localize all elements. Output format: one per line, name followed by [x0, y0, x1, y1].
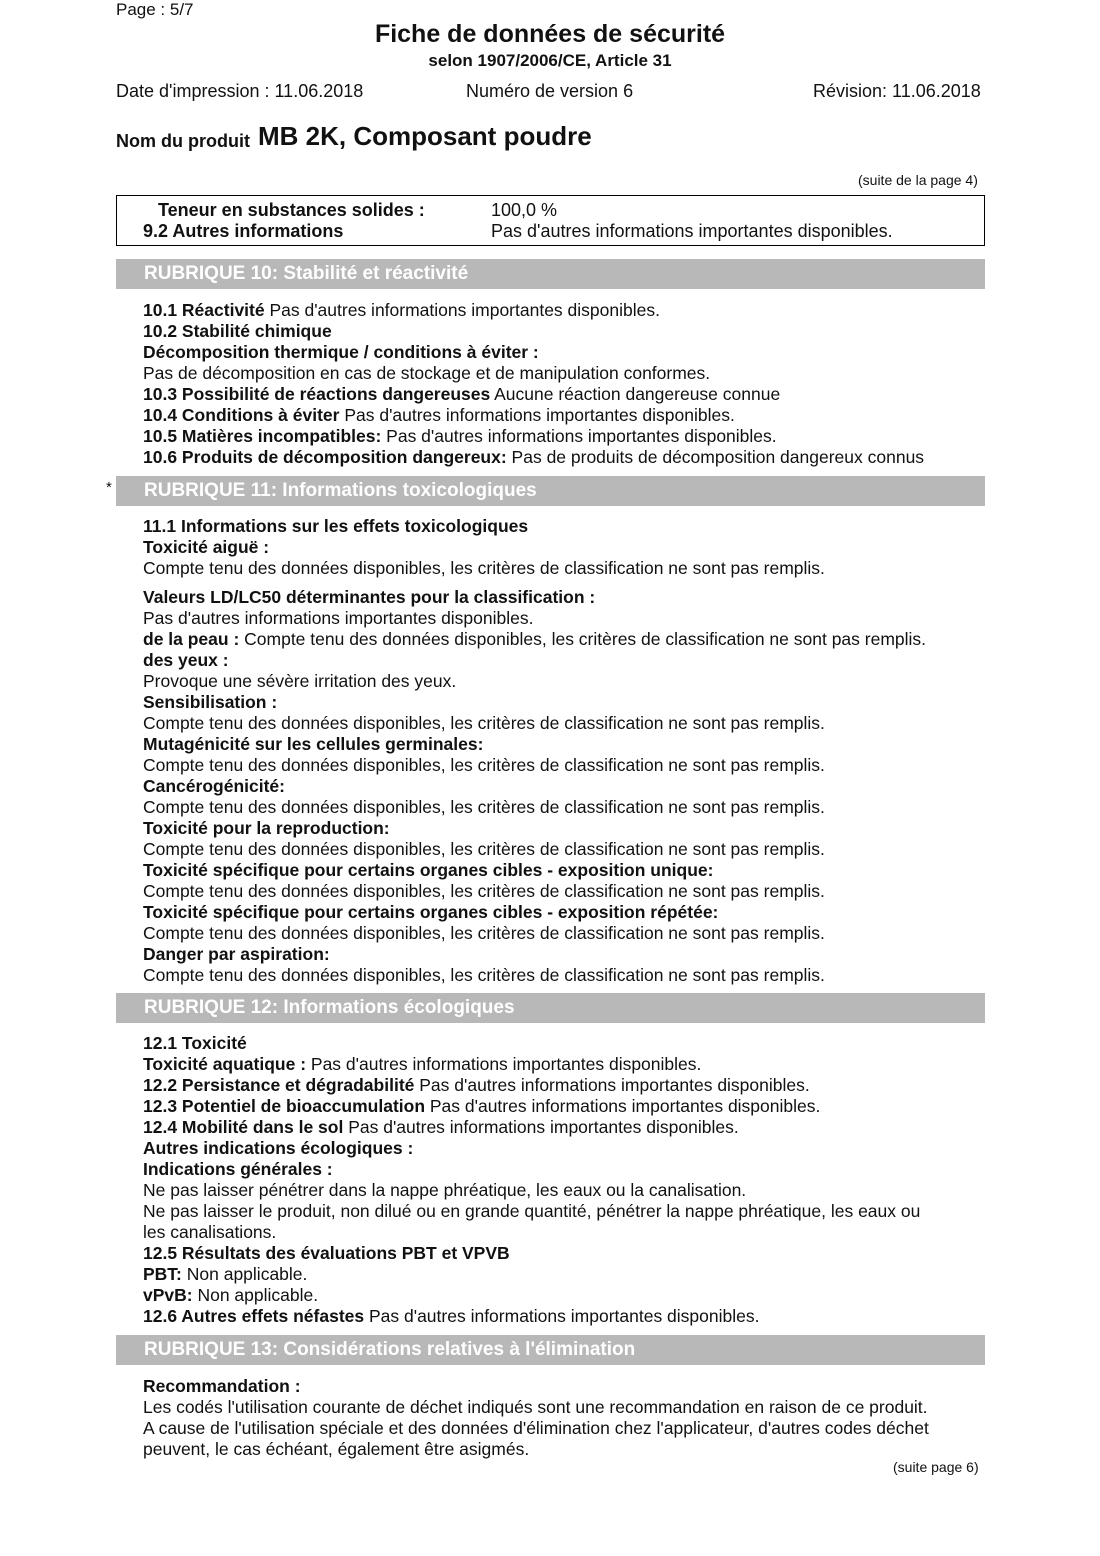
- print-date: Date d'impression : 11.06.2018: [116, 81, 364, 101]
- revision-date: Révision: 11.06.2018: [813, 81, 981, 101]
- section-12-header: RUBRIQUE 12: Informations écologiques: [116, 993, 985, 1023]
- section-10-header: RUBRIQUE 10: Stabilité et réactivité: [116, 259, 985, 289]
- section-13-body: Recommandation : Les codés l'utilisation courante de déchet indiqués sont une recommandation en raison de ce produit. A cause de l'utilisation spéciale et des données d'élimination chez l'applicateur, d'autres codes déchet peuvent, le cas échéant, également être asigmés.: [143, 1376, 929, 1459]
- document-title: Fiche de données de sécurité: [374, 20, 726, 48]
- continued-from: (suite de la page 4): [858, 172, 978, 188]
- continued-to: (suite page 6): [893, 1459, 979, 1475]
- section-12-body: 12.1 Toxicité Toxicité aquatique : Pas d'autres informations importantes disponibles. 12.2 Persistance et dégradabilité Pas d'autres informations importantes disponibles. 12.3 Potentiel de bioaccumulation Pas d'autres informations importantes disponibles. 12.4 Mobilité dans le sol Pas d'autres informations importantes disponibles. Autres indications écologiques : Indications générales : Ne pas laisser pénétrer dans la nappe phréatique, les eaux ou la canalisation. Ne pas laisser le produit, non dilué ou en grande quantité, pénétrer la nappe phréatique, les eaux ou les canalisations. 12.5 Résultats des évaluations PBT et VPVB PBT: Non applicable. vPvB: Non applicable. 12.6 Autres effets néfastes Pas d'autres informations importantes disponibles.: [143, 1033, 921, 1326]
- section-11-header: RUBRIQUE 11: Informations toxicologiques: [116, 476, 985, 506]
- document-subtitle: selon 1907/2006/CE, Article 31: [428, 51, 672, 70]
- other-info-label: 9.2 Autres informations: [143, 221, 344, 241]
- product-name: MB 2K, Composant poudre: [258, 121, 592, 151]
- section-10-body: 10.1 Réactivité Pas d'autres informations importantes disponibles. 10.2 Stabilité chimique Décomposition thermique / conditions à éviter : Pas de décomposition en cas de stockage et de manipulation conformes. 10.3 Possibilité de réactions dangereuses Aucune réaction dangereuse connue 10.4 Conditions à éviter Pas d'autres informations importantes disponibles. 10.5 Matières incompatibles: Pas d'autres informations importantes disponibles. 10.6 Produits de décomposition dangereux: Pas de produits de décomposition dangereux connus: [143, 300, 925, 467]
- version-number: Numéro de version 6: [466, 81, 634, 101]
- section-11-body: 11.1 Informations sur les effets toxicologiques Toxicité aiguë : Compte tenu des données disponibles, les critères de classification ne sont pas remplis. Valeurs LD/LC50 déterminantes pour la classification : Pas d'autres informations importantes disponibles. de la peau : Compte tenu des données disponibles, les critères de classification ne sont pas remplis. des yeux : Provoque une sévère irritation des yeux. Sensibilisation : Compte tenu des données disponibles, les critères de classification ne sont pas remplis. Mutagénicité sur les cellules germinales: Compte tenu des données disponibles, les critères de classification ne sont pas remplis. Cancérogénicité: Compte tenu des données disponibles, les critères de classification ne sont pas remplis. Toxicité pour la reproduction: Compte tenu des données disponibles, les critères de classification ne sont pas remplis. Toxicité spécifique pour certains organes cibles - exposition unique: Compte tenu des données disponibles, les critères de classification ne sont pas remplis. Toxicité spécifique pour certains organes cibles - exposition répétée: Compte tenu des données disponibles, les critères de classification ne sont pas remplis. Danger par aspiration: Compte tenu des données disponibles, les critères de classification ne sont pas remplis.: [143, 516, 927, 985]
- page-number: Page : 5/7: [116, 0, 194, 19]
- other-info-value: Pas d'autres informations importantes disponibles.: [491, 221, 893, 241]
- product-label: Nom du produit: [116, 131, 250, 151]
- section-13-header: RUBRIQUE 13: Considérations relatives à l'élimination: [116, 1335, 985, 1365]
- revision-marker: *: [106, 479, 112, 496]
- solids-content-label: Teneur en substances solides :: [158, 200, 425, 220]
- solids-content-value: 100,0 %: [491, 200, 558, 220]
